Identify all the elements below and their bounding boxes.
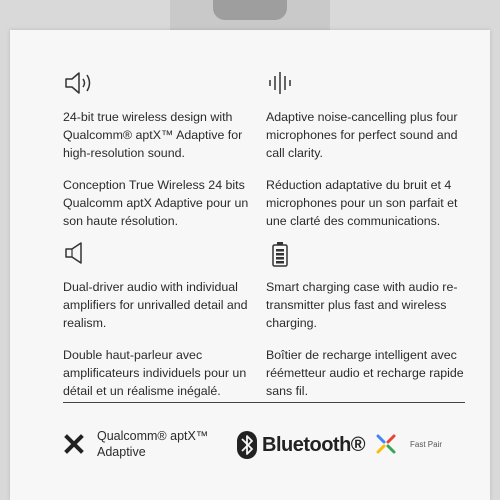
divider xyxy=(63,402,465,403)
speaker-waves-icon xyxy=(63,70,263,100)
feature-text-fr: Double haut-parleur avec amplificateurs individuels pour un détail et un réalisme inégalé. xyxy=(63,348,247,398)
feature-noise-cancelling xyxy=(266,70,466,244)
feature-text-en: Dual-driver audio with individual amplifiers for unrivalled detail and realism. xyxy=(63,280,248,330)
feature-text-en: 24-bit true wireless design with Qualcomm® aptX™ Adaptive for high-resolution sound. xyxy=(63,110,243,160)
bluetooth-logo xyxy=(236,430,365,460)
fast-pair-logo xyxy=(372,430,442,458)
fast-pair-icon xyxy=(372,430,400,458)
feature-text-fr: Boîtier de recharge intelligent avec réémetteur audio et recharge rapide sans fil. xyxy=(266,348,464,398)
speaker-icon xyxy=(63,240,263,270)
feature-text-en: Adaptive noise-cancelling plus four microphones for perfect sound and call clarity. xyxy=(266,110,458,160)
bluetooth-wordmark: Bluetooth® xyxy=(262,433,366,456)
qualcomm-aptx-logo xyxy=(63,428,208,460)
feature-dual-driver xyxy=(63,240,263,414)
sound-wave-bars-icon xyxy=(266,70,466,100)
feature-text-en: Smart charging case with audio re-transmitter plus fast and wireless charging. xyxy=(266,280,458,330)
aptx-line2: Adaptive xyxy=(97,445,146,459)
bluetooth-icon xyxy=(236,430,258,460)
feature-smart-charging xyxy=(266,240,466,414)
aptx-line1: Qualcomm® aptX™ xyxy=(97,429,209,443)
feature-hi-res-sound xyxy=(63,70,263,244)
package-panel xyxy=(10,30,490,500)
hang-hole xyxy=(213,0,287,20)
aptx-x-icon xyxy=(63,433,85,455)
fast-pair-label: Fast Pair xyxy=(410,439,443,449)
battery-icon xyxy=(266,240,466,270)
feature-text-fr: Réduction adaptative du bruit et 4 microphones pour un son parfait et une clarté des communications. xyxy=(266,178,458,228)
feature-text-fr: Conception True Wireless 24 bits Qualcomm aptX Adaptive pour un son haute résolution. xyxy=(63,178,249,228)
